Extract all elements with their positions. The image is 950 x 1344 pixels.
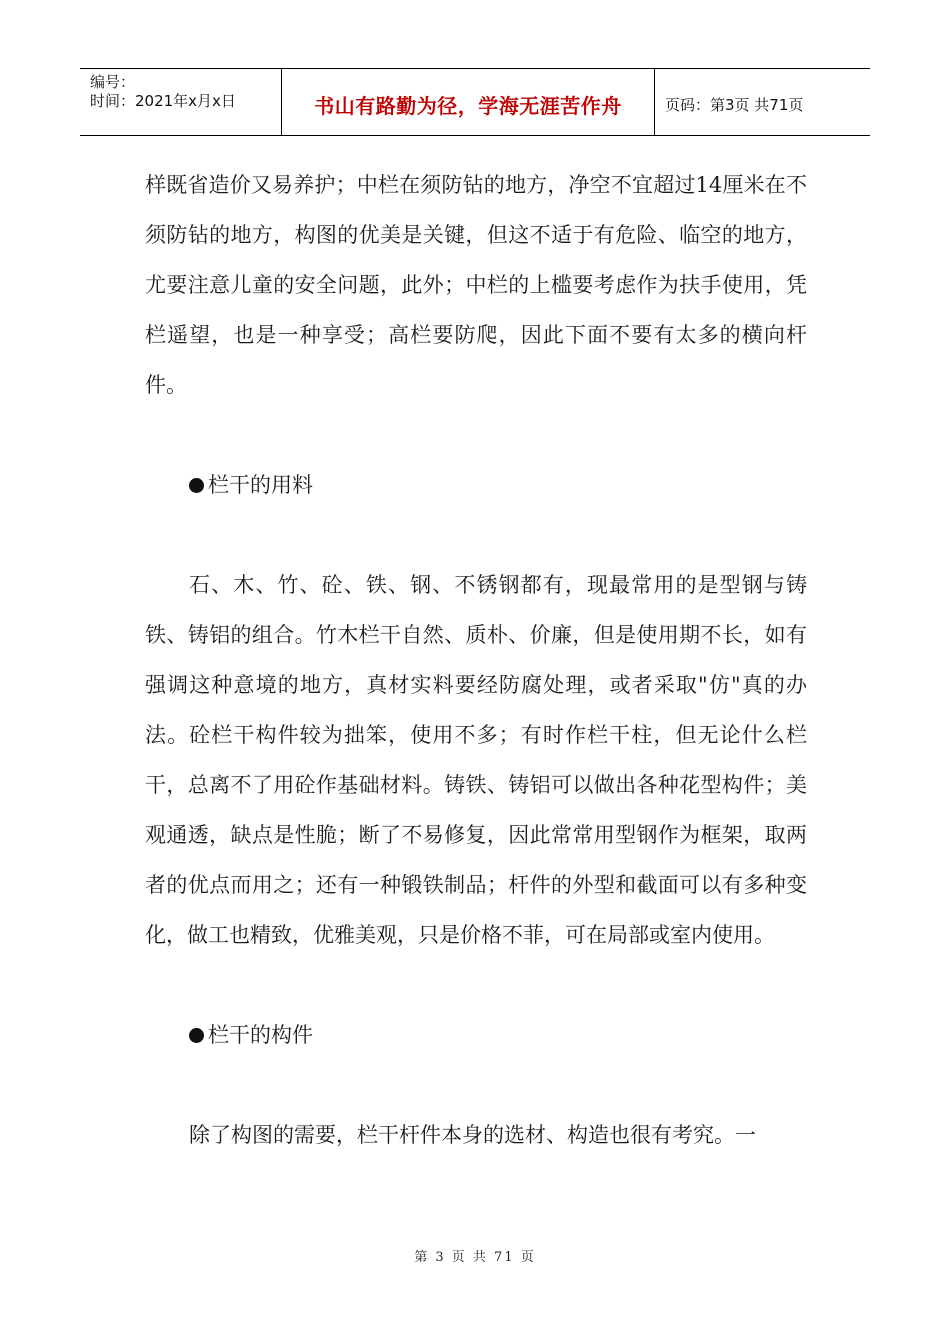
- header-page-info: 页码：第3页 共71页: [665, 95, 804, 114]
- document-body: [145, 160, 807, 1160]
- spacer: [145, 960, 807, 1010]
- bullet-icon: [189, 1028, 204, 1043]
- doc-number-label: 编号：: [90, 73, 136, 91]
- section-heading-materials: [145, 460, 807, 510]
- section-heading-components: [145, 1010, 807, 1060]
- bullet-icon: [189, 478, 204, 493]
- section-heading-materials-text: 栏干的用料: [208, 473, 313, 497]
- spacer: [145, 410, 807, 460]
- spacer: [145, 510, 807, 560]
- header-meta-cell: [80, 69, 282, 135]
- header-table: [80, 68, 870, 136]
- header-motto: 书山有路勤为径，学海无涯苦作舟: [314, 93, 622, 118]
- spacer: [145, 1060, 807, 1110]
- date-label: 时间：2021年x月x日: [90, 92, 236, 110]
- section-heading-components-text: 栏干的构件: [208, 1023, 313, 1047]
- body-paragraph-2: 石、木、竹、砼、铁、钢、不锈钢都有，现最常用的是型钢与铸铁、铸铝的组合。竹木栏干自然、质朴、价廉，但是使用期不长，如有强调这种意境的地方，真材实料要经防腐处理，或者采取"仿"真的办法。砼栏干构件较为拙笨，使用不多；有时作栏干柱，但无论什么栏干，总离不了用砼作基础材料。铸铁、铸铝可以做出各种花型构件；美观通透，缺点是性脆；断了不易修复，因此常常用型钢作为框架，取两者的优点而用之；还有一种锻铁制品；杆件的外型和截面可以有多种变化，做工也精致，优雅美观，只是价格不菲，可在局部或室内使用。: [145, 573, 807, 947]
- header-page-cell: [655, 69, 870, 135]
- body-paragraph-3: 除了构图的需要，栏干杆件本身的选材、构造也很有考究。一: [189, 1123, 756, 1147]
- page-footer: 第 3 页 共 71 页: [414, 1250, 536, 1265]
- header-motto-cell: [282, 69, 655, 135]
- body-paragraph-1: 样既省造价又易养护；中栏在须防钻的地方，净空不宜超过14厘米在不须防钻的地方，构图的优美是关键，但这不适于有危险、临空的地方，尤要注意儿童的安全问题，此外；中栏的上槛要考虑作为扶手使用，凭栏遥望，也是一种享受；高栏要防爬，因此下面不要有太多的横向杆件。: [145, 173, 807, 397]
